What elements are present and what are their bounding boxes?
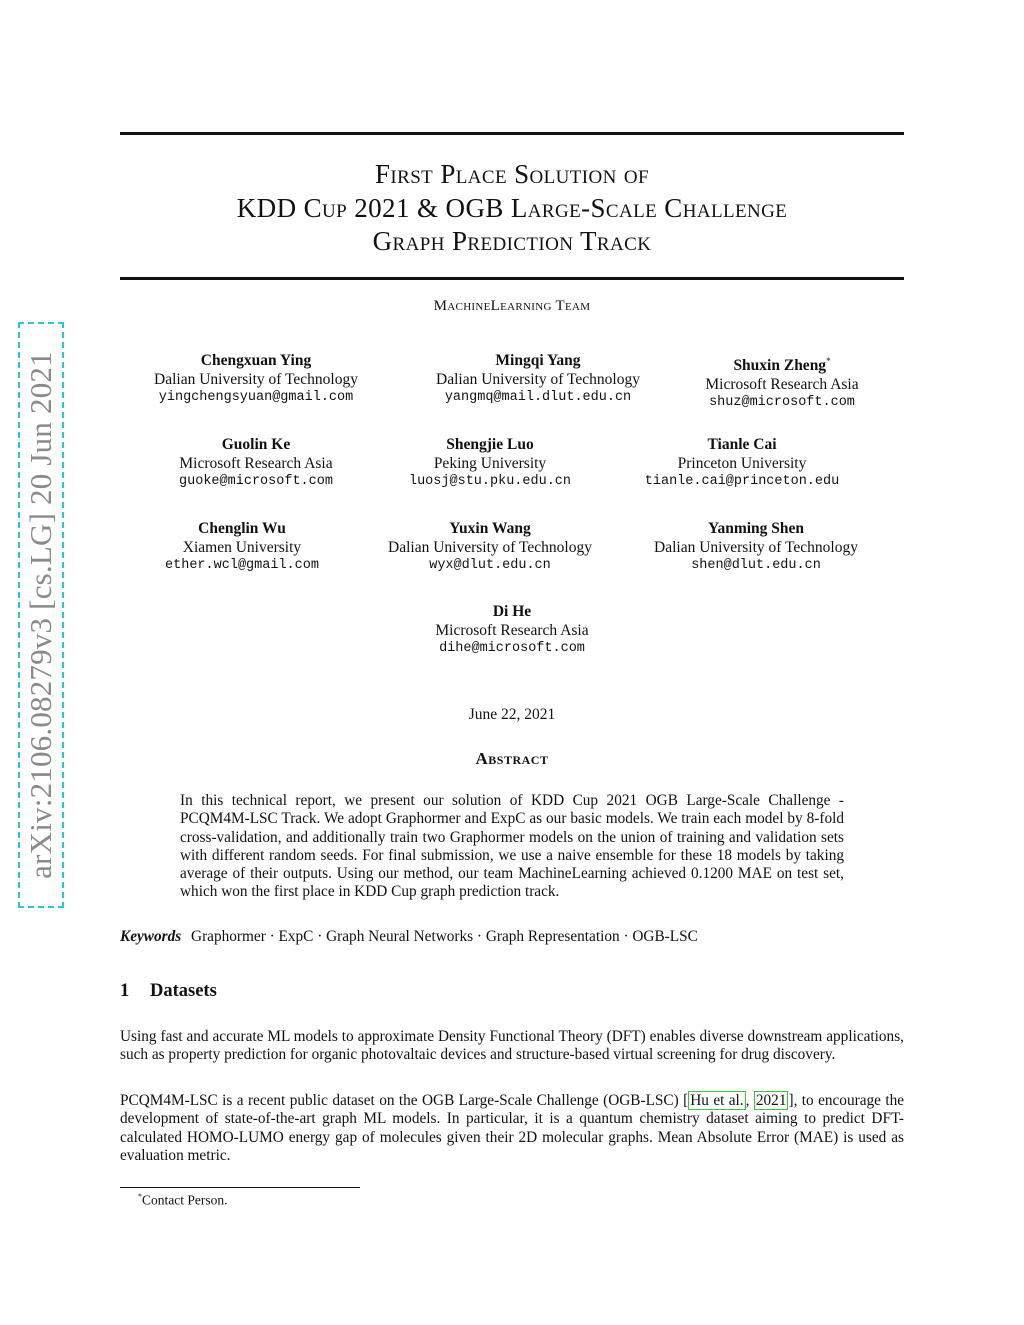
author-affiliation: Xiamen University (182, 538, 302, 556)
author-block (362, 603, 662, 659)
author-email[interactable]: guoke@microsoft.com (179, 474, 333, 489)
footnote-text: Contact Person. (142, 1192, 228, 1208)
author-name: Mingqi Yang (495, 352, 581, 369)
author-affiliation: Microsoft Research Asia (705, 375, 859, 393)
section-title: Datasets (150, 981, 217, 1001)
author-name: Tianle Cai (707, 436, 777, 453)
author-email[interactable]: shuz@microsoft.com (709, 395, 855, 411)
author-block (592, 436, 892, 492)
citation-separator: , (745, 1092, 754, 1109)
author-name: Yuxin Wang (449, 520, 531, 537)
author-block (632, 352, 932, 413)
title-top-rule (120, 132, 904, 135)
publication-date: June 22, 2021 (468, 706, 556, 723)
author-email[interactable]: luosj@stu.pku.edu.cn (408, 474, 572, 489)
title-line-2: KDD Cup 2021 & OGB Large-Scale Challenge (236, 192, 788, 223)
footnote (138, 1192, 228, 1209)
author-name: Shengjie Luo (446, 436, 534, 453)
author-name-text: Shuxin Zheng (733, 357, 827, 375)
paper-title (120, 158, 904, 259)
title-line-1: First Place Solution of (375, 159, 649, 189)
author-name: Chengxuan Ying (200, 352, 312, 369)
contact-footnote-mark[interactable]: * (826, 356, 831, 366)
author-name: Chenglin Wu (198, 520, 286, 537)
section-number: 1 (120, 981, 130, 1001)
paragraph-text: PCQM4M-LSC is a recent public dataset on the OGB Large-Scale Challenge (OGB-LSC) [ (120, 1092, 689, 1109)
footnote-rule (120, 1187, 360, 1188)
author-block (340, 520, 640, 576)
paragraph: Using fast and accurate ML models to approximate Density Functional Theory (DFT) enables diverse downstream applications, such as property prediction for organic photovaltaic devices and structure-based virtual screening for drug discovery. (120, 1028, 904, 1064)
title-bottom-rule (120, 277, 904, 280)
citation-link-author[interactable]: Hu et al. (690, 1092, 744, 1109)
author-block (106, 352, 406, 408)
author-name: Guolin Ke (221, 436, 291, 453)
author-name: Di He (492, 603, 532, 620)
author-affiliation: Microsoft Research Asia (435, 621, 589, 639)
keywords-list: Graphormer · ExpC · Graph Neural Networks · Graph Representation · OGB-LSC (191, 928, 698, 945)
author-affiliation: Dalian University of Technology (436, 370, 640, 388)
arxiv-identifier-text: arXiv:2106.08279v3 [cs.LG] 20 Jun 2021 (23, 351, 58, 879)
footnote-mark: * (138, 1192, 142, 1201)
author-affiliation: Microsoft Research Asia (179, 454, 333, 472)
author-affiliation: Princeton University (677, 454, 807, 472)
arxiv-identifier[interactable] (18, 322, 64, 908)
author-email[interactable]: wyx@dlut.edu.cn (429, 558, 551, 573)
keywords-label: Keywords (120, 928, 182, 945)
section-heading (120, 981, 217, 1002)
abstract-text: In this technical report, we present our solution of KDD Cup 2021 OGB Large-Scale Challenge - PCQM4M-LSC Track. We adopt Graphormer and ExpC as our basic models. We train each model by 8-fold cross-validation, and additionally train two Graphormer models on the union of training and validation sets with different random seeds. For final submission, we use a naive ensemble for these 18 models by taking average of their outputs. Using our method, our team MachineLearning achieved 0.1200 MAE on test set, which won the first place in KDD Cup graph prediction track. (180, 792, 844, 901)
author-affiliation: Dalian University of Technology (154, 370, 358, 388)
author-affiliation: Peking University (433, 454, 547, 472)
paragraph-text: ], to encourage the development of state-of-the-art graph ML models. In particular, it is a quantum chemistry dataset aiming to predict DFT-calculated HOMO-LUMO energy gap of molecules given their 2D molecular graphs. Mean Absolute Error (MAE) is used as evaluation metric. (120, 1092, 905, 1164)
keywords (120, 928, 904, 946)
abstract-heading: Abstract (475, 749, 549, 768)
author-name: Yanming Shen (707, 520, 805, 537)
author-email[interactable]: shen@dlut.edu.cn (691, 558, 821, 573)
author-name (632, 352, 932, 376)
author-email[interactable]: tianle.cai@princeton.edu (644, 474, 840, 489)
author-affiliation: Dalian University of Technology (654, 538, 858, 556)
team-name: MachineLearning Team (433, 298, 591, 314)
author-email[interactable]: dihe@microsoft.com (439, 641, 585, 656)
citation-link-year[interactable]: 2021 (755, 1092, 787, 1109)
paragraph (120, 1092, 904, 1165)
author-affiliation: Dalian University of Technology (388, 538, 592, 556)
title-line-3: Graph Prediction Track (372, 226, 652, 256)
author-email[interactable]: ether.wcl@gmail.com (165, 558, 319, 573)
author-block (606, 520, 906, 576)
author-email[interactable]: yingchengsyuan@gmail.com (158, 390, 354, 405)
author-email[interactable]: yangmq@mail.dlut.edu.cn (444, 390, 632, 405)
